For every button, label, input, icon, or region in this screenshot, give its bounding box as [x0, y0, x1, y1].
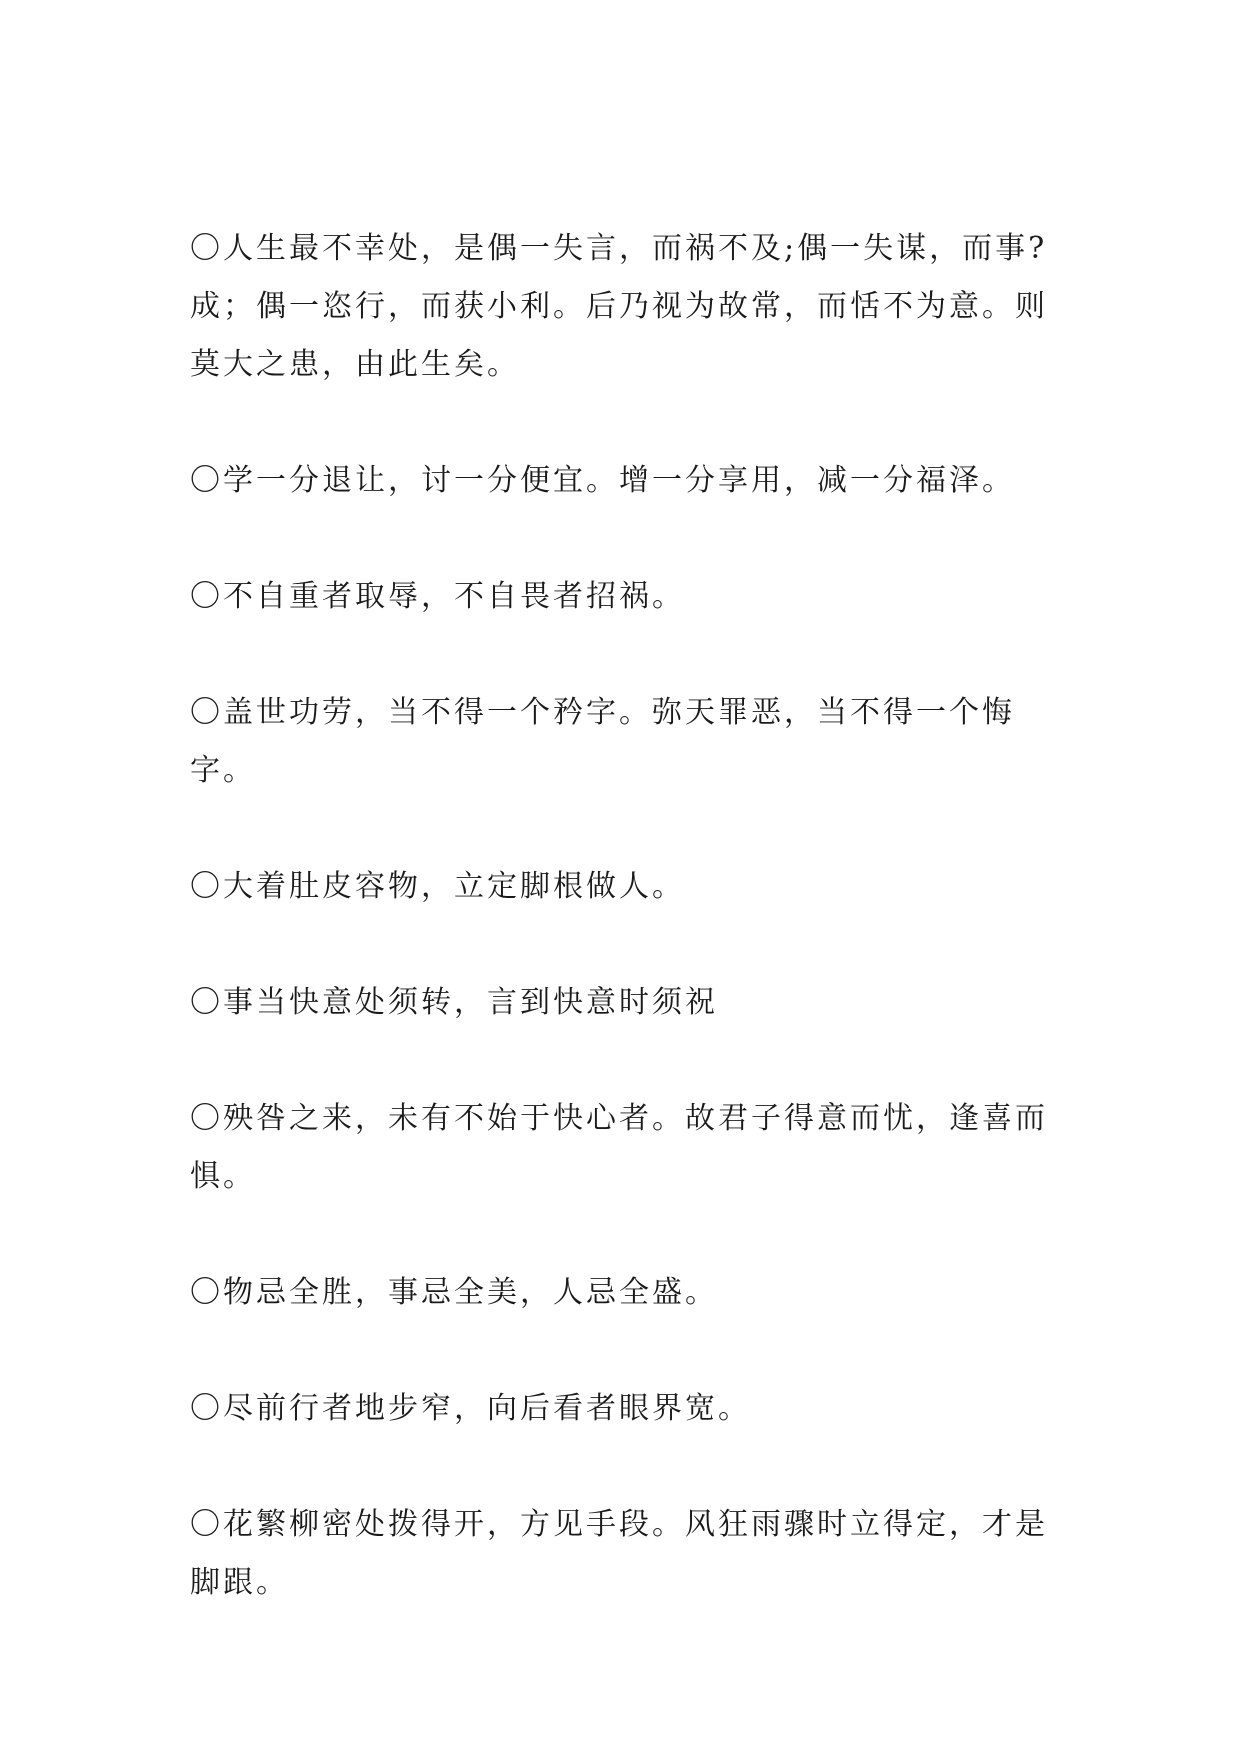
document-body — [190, 220, 1070, 1670]
paragraph-10: 〇花繁柳密处拨得开，方见手段。风狂雨骤时立得定，才是脚跟。 — [190, 1507, 1048, 1600]
paragraph-2: 〇学一分退让，讨一分便宜。增一分享用，减一分福泽。 — [190, 463, 1015, 498]
paragraph-9: 〇尽前行者地步窄，向后看者眼界宽。 — [190, 1391, 751, 1426]
paragraph-7: 〇殃咎之来，未有不始于快心者。故君子得意而忧，逢喜而惧。 — [190, 1101, 1048, 1194]
paragraph-5: 〇大着肚皮容物，立定脚根做人。 — [190, 869, 685, 904]
paragraph-4: 〇盖世功劳，当不得一个矜字。弥天罪恶，当不得一个悔字。 — [190, 695, 1015, 788]
paragraph-6: 〇事当快意处须转，言到快意时须祝 — [190, 985, 718, 1020]
paragraph-3: 〇不自重者取辱，不自畏者招祸。 — [190, 579, 685, 614]
paragraph-1: 〇人生最不幸处，是偶一失言，而祸不及;偶一失谋，而事?成；偶一恣行，而获小利。后乃视为故常，而恬不为意。则莫大之患，由此生矣。 — [190, 231, 1048, 382]
paragraph-8: 〇物忌全胜，事忌全美，人忌全盛。 — [190, 1275, 718, 1310]
